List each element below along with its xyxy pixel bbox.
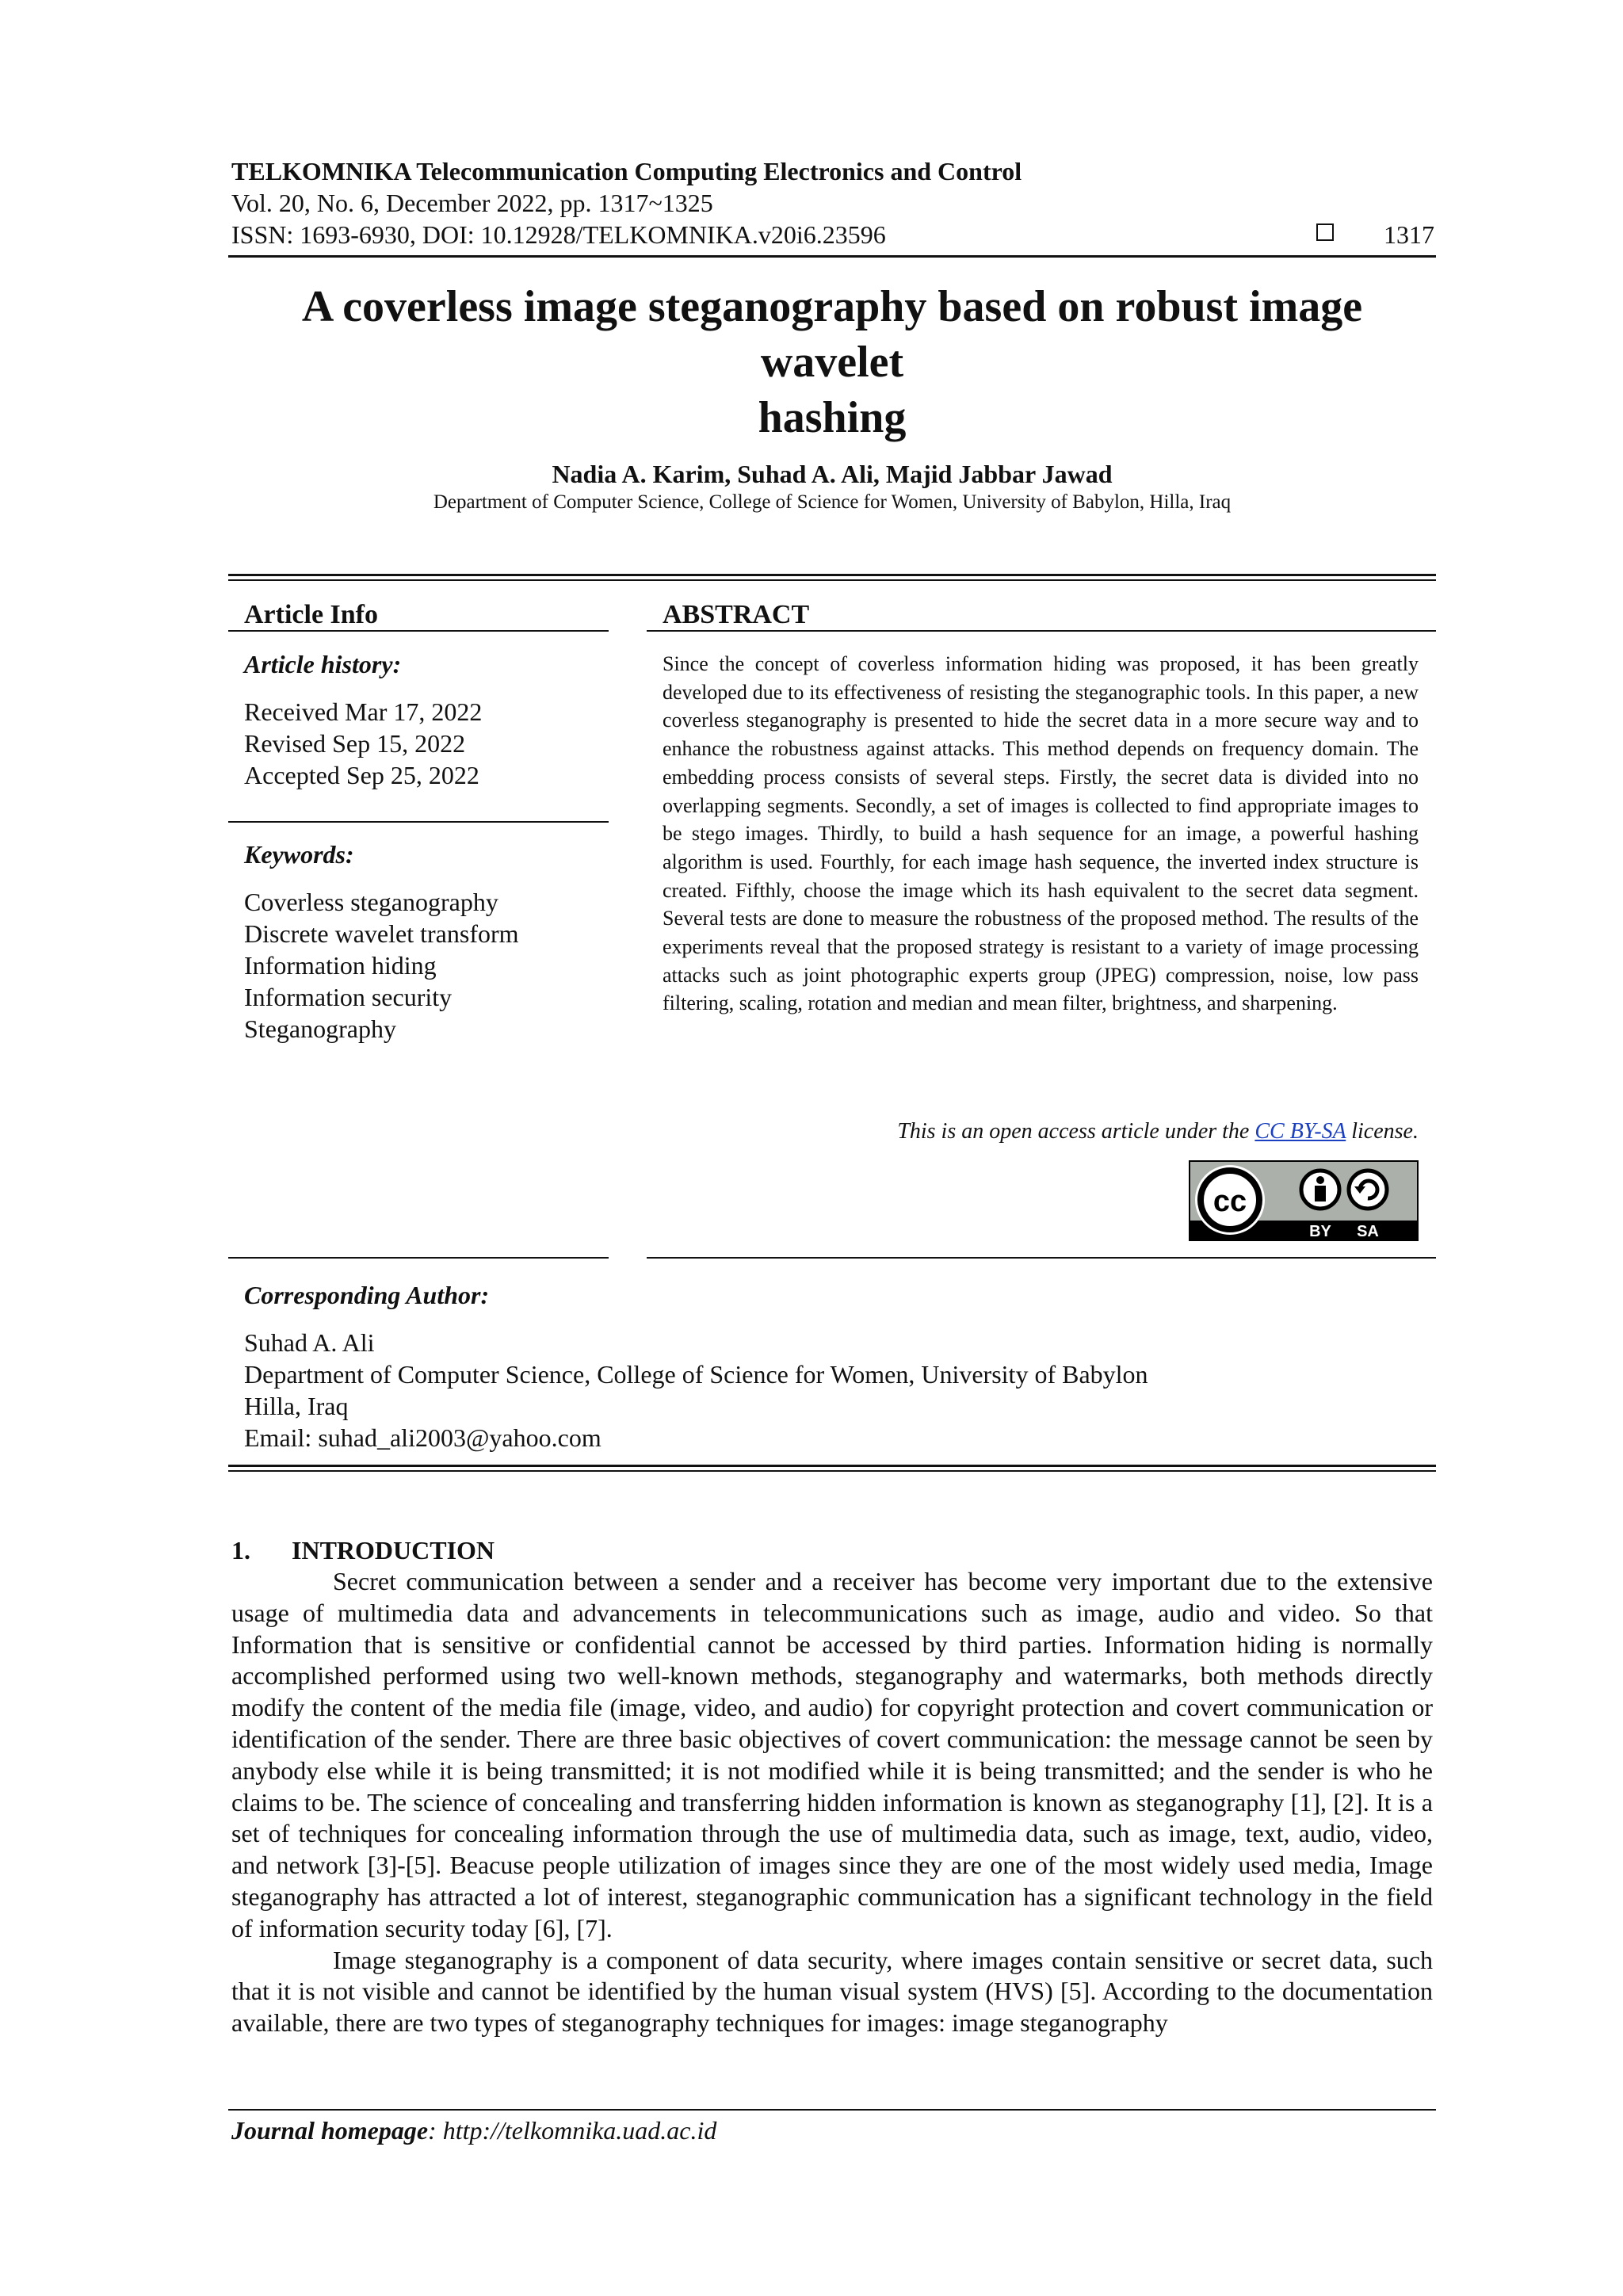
journal-volume: Vol. 20, No. 6, December 2022, pp. 1317~1325 [231,189,713,217]
authors: Nadia A. Karim, Suhad A. Ali, Majid Jabbar Jawad [552,460,1113,488]
square-icon [1316,223,1334,241]
license-suffix: license. [1346,1119,1419,1144]
page-number: 1317 [1384,220,1434,249]
corresponding-author-heading: Corresponding Author: [244,1281,490,1309]
corresponding-department: Department of Computer Science, College of Science for Women, University of Babylon [244,1360,1148,1389]
badge-sa-label: SA [1357,1223,1379,1240]
keyword-item: Coverless steganography [244,888,498,916]
divider-rule [647,1257,1436,1259]
divider-rule [228,1465,1436,1467]
license-link[interactable]: CC BY-SA [1254,1119,1346,1144]
article-history [244,696,482,791]
divider-rule [228,1470,1436,1472]
title-line-1: A coverless image steganography based on robust image wavelet [301,282,1363,387]
keyword-item: Steganography [244,1014,396,1043]
paragraph: Secret communication between a sender and a receiver has become very important due to the extensive usage of multimedia data and advancements in telecommunications such as image, audio and video. So that Information that is sensitive or confidential cannot be accessed by third parties. Information hiding is normally accomplished performed using two well-known methods, steganography and watermarks, both methods directly modify the content of the media file (image, video, and audio) for copyright protection and covert communication or identification of the sender. There are three basic objectives of covert communication: the message cannot be seen by anybody else while it is being transmitted; it is not modified while it is being transmitted; and the sender is who he claims to be. The science of concealing and transferring hidden information is known as steganography [1], [2]. It is a set of techniques for concealing information through the use of multimedia data, such as image, text, audio, video, and network [3]-[5]. Beacuse people utilization of images since they are one of the most widely used media, Image steganography has attracted a lot of interest, steganographic communication has a significant technology in the field of information security today [6], [7]. [231,1567,1433,1943]
keywords-heading: Keywords: [244,840,354,869]
section-number: 1. [231,1536,250,1564]
divider-rule [228,574,1436,576]
article-info-heading: Article Info [244,600,379,629]
journal-name: TELKOMNIKA Telecommunication Computing Electronics and Control [231,157,1022,185]
svg-text:cc: cc [1212,1185,1247,1218]
header-rule [228,255,1436,258]
journal-issn-doi: ISSN: 1693-6930, DOI: 10.12928/TELKOMNIKA.v20i6.23596 [231,220,886,249]
footer-label: Journal homepage [231,2116,429,2145]
paragraph: Image steganography is a component of data security, where images contain sensitive or secret data, such that it is not visible and cannot be identified by the human visual system (HVS) [5]. According to the documentation available, there are two types of steganography techniques for images: image steganography [231,1945,1433,2038]
article-history-heading: Article history: [244,650,402,678]
title-line-2: hashing [758,393,907,442]
keyword-item: Information hiding [244,951,437,980]
divider-rule [228,630,609,632]
paper-title [228,279,1436,445]
divider-rule [228,1257,609,1259]
abstract-heading: ABSTRACT [663,600,810,629]
divider-rule [647,630,1436,632]
abstract-text: Since the concept of coverless information hiding was proposed, it has been greatly developed due to its effectiveness of resisting the steganographic tools. In this paper, a new coverless steganography is presented to hide the secret data in a more secure way and to enhance the robustness against attacks. This method depends on frequency domain. The embedding process consists of several steps. Firstly, the secret data is divided into no overlapping segments. Secondly, a set of images is collected to find appropriate images to be stego images. Thirdly, to build a hash sequence for an image, a powerful hashing algorithm is used. Fourthly, for each image hash sequence, the inverted index structure is created. Fifthly, choose the image which its hash equivalent to the secret data segment. Several tests are done to measure the robustness of the proposed method. The results of the experiments reveal that the proposed strategy is resistant to a variety of image processing attacks such as joint photographic experts group (JPEG) compression, noise, low pass filtering, scaling, rotation and median and mean filter, brightness, and sharpening. [663,652,1419,1015]
history-received: Received Mar 17, 2022 [244,697,483,726]
corresponding-email: Email: suhad_ali2003@yahoo.com [244,1423,601,1452]
corresponding-name: Suhad A. Ali [244,1328,375,1357]
divider-rule [228,579,1436,581]
section-body [231,1566,1433,2039]
history-revised: Revised Sep 15, 2022 [244,729,466,758]
corresponding-author-details [244,1327,1148,1454]
cc-by-sa-icon[interactable] [1189,1160,1419,1241]
keyword-item: Information security [244,983,453,1011]
license-note [897,1117,1419,1146]
section-heading [231,1534,495,1566]
section-title: INTRODUCTION [292,1536,495,1564]
affiliation: Department of Computer Science, College of Science for Women, University of Babylon, Hilla, Iraq [433,491,1232,513]
keyword-item: Discrete wavelet transform [244,919,519,948]
badge-by-label: BY [1309,1223,1331,1240]
divider-rule [228,821,609,823]
corresponding-location: Hilla, Iraq [244,1392,349,1420]
footer [231,2115,716,2146]
footer-url[interactable]: : http://telkomnika.uad.ac.id [428,2116,717,2145]
history-accepted: Accepted Sep 25, 2022 [244,761,479,789]
footer-rule [228,2109,1436,2111]
license-prefix: This is an open access article under the [897,1119,1255,1144]
keywords-list [244,886,519,1045]
